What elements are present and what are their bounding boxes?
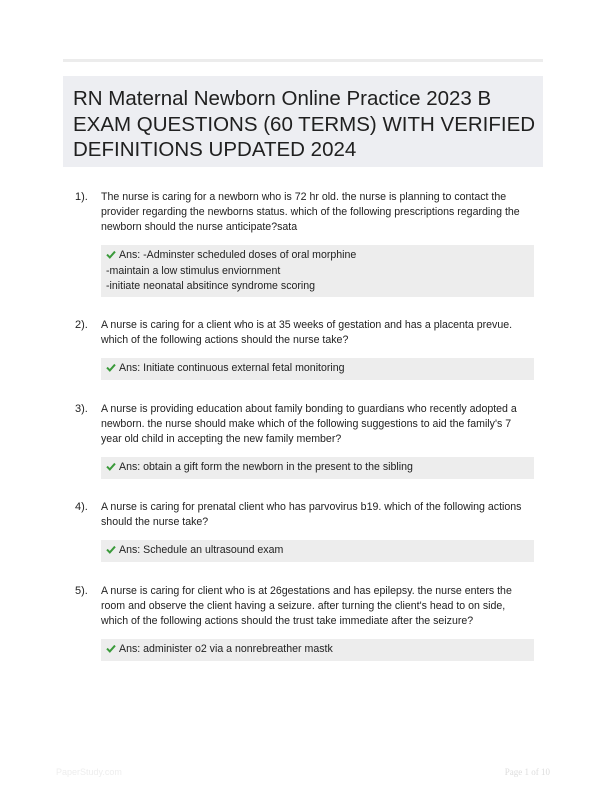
question-line: room and observe the client having a seizure. after turning the client's head to on side, bbox=[101, 600, 506, 612]
question-number: 2). bbox=[75, 319, 88, 331]
question-line: year old child in accepting the new family member? bbox=[101, 433, 342, 445]
question-number: 5). bbox=[75, 585, 88, 597]
footer-watermark: PaperStudy.com bbox=[56, 767, 122, 777]
question-line: newborn should the nurse anticipate?sata bbox=[101, 221, 298, 233]
question-line: The nurse is caring for a newborn who is 72 hr old. the nurse is planning to contact the bbox=[101, 191, 507, 203]
question-line: provider regarding the newborns status. which of the following prescriptions regarding the bbox=[101, 206, 520, 218]
answer-line: Ans: obtain a gift form the newborn in the present to the sibling bbox=[119, 461, 413, 473]
question-line: A nurse is caring for client who is at 26gestations and has epilepsy. the nurse enters the bbox=[101, 585, 512, 597]
question-line: newborn. the nurse should make which of the following suggestions to aid the family's 7 bbox=[101, 418, 512, 430]
answer-box bbox=[101, 457, 534, 479]
question-number: 3). bbox=[75, 403, 88, 415]
answer-line: Ans: -Adminster scheduled doses of oral morphine bbox=[119, 249, 357, 261]
question-number: 1). bbox=[75, 191, 88, 203]
title-line: EXAM QUESTIONS (60 TERMS) WITH VERIFIED bbox=[73, 112, 536, 136]
question-line: A nurse is caring for prenatal client who has parvovirus b19. which of the following actions bbox=[101, 501, 522, 513]
answer-line: -initiate neonatal absitince syndrome scoring bbox=[106, 280, 316, 292]
top-divider bbox=[63, 59, 543, 62]
answer-box bbox=[101, 639, 534, 661]
answer-line: Ans: Initiate continuous external fetal monitoring bbox=[119, 362, 345, 374]
answer-box bbox=[101, 358, 534, 380]
page-number: Page 1 of 10 bbox=[504, 767, 550, 777]
question-number: 4). bbox=[75, 501, 88, 513]
check-icon bbox=[106, 249, 116, 264]
question-line: which of the following actions should the nurse take? bbox=[101, 334, 349, 346]
question-text bbox=[101, 318, 541, 348]
check-icon bbox=[106, 362, 116, 377]
title-line: RN Maternal Newborn Online Practice 2023 B bbox=[73, 87, 492, 110]
question-text bbox=[101, 500, 541, 530]
check-icon bbox=[106, 544, 116, 559]
question-text bbox=[101, 402, 541, 447]
title-line: DEFINITIONS UPDATED 2024 bbox=[73, 138, 357, 161]
check-icon bbox=[106, 643, 116, 658]
answer-box bbox=[101, 245, 534, 297]
question-line: should the nurse take? bbox=[101, 516, 209, 528]
question-text bbox=[101, 190, 541, 235]
answer-line: Ans: administer o2 via a nonrebreather mastk bbox=[119, 643, 333, 655]
answer-line: Ans: Schedule an ultrasound exam bbox=[119, 544, 284, 556]
question-line: A nurse is providing education about family bonding to guardians who recently adopted a bbox=[101, 403, 517, 415]
document-title bbox=[63, 76, 543, 167]
question-text bbox=[101, 584, 541, 629]
question-line: which of the following actions should the trust take immediate after the seizure? bbox=[101, 615, 474, 627]
answer-line: -maintain a low stimulus enviornment bbox=[106, 265, 281, 277]
question-line: A nurse is caring for a client who is at 35 weeks of gestation and has a placenta prevue. bbox=[101, 319, 513, 331]
check-icon bbox=[106, 461, 116, 476]
answer-box bbox=[101, 540, 534, 562]
